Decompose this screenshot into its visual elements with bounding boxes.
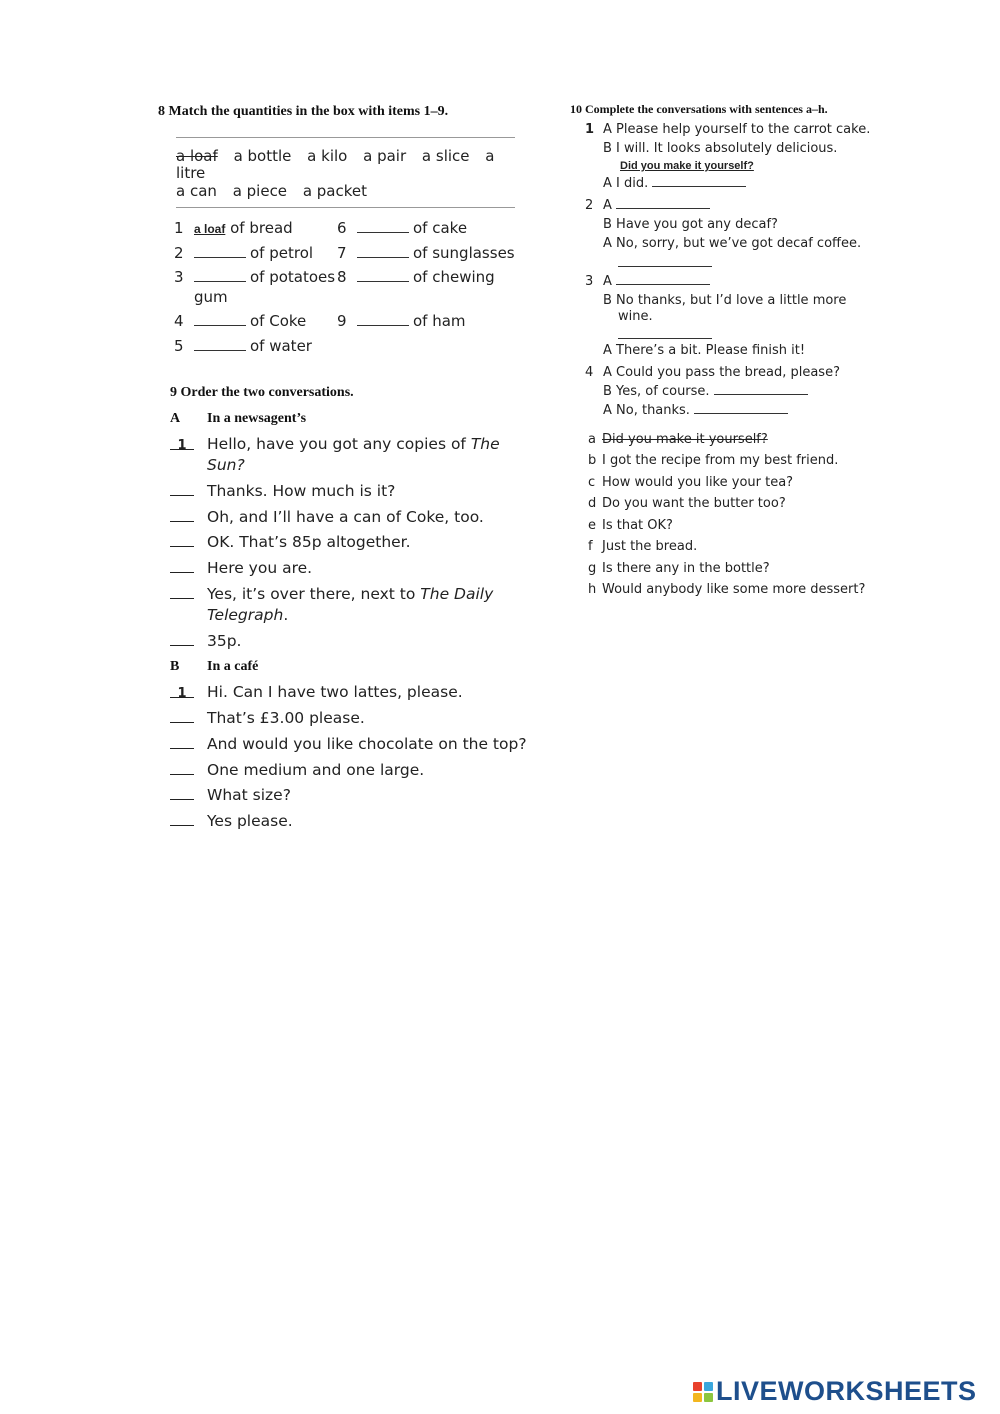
box-word: a loaf	[176, 147, 218, 165]
box-word: a pair	[363, 147, 407, 165]
conversation-number: 4	[585, 365, 594, 380]
option-h: h Would anybody like some more dessert?	[588, 582, 866, 597]
order-answer[interactable]: 1	[170, 683, 194, 698]
conversation-line: Thanks. How much is it?	[170, 481, 537, 502]
box-word: a kilo	[307, 147, 348, 165]
box-word: a bottle	[233, 147, 292, 165]
option-a: a Did you make it yourself?	[588, 432, 768, 447]
conversation-line: 1 Hello, have you got any copies of The Sun?	[170, 434, 537, 476]
box-bottom-rule	[176, 207, 515, 208]
answer-blank[interactable]	[357, 220, 409, 233]
answer-blank[interactable]	[694, 403, 788, 414]
conversation-line: One medium and one large.	[170, 760, 537, 781]
answer-blank[interactable]	[357, 269, 409, 282]
dialogue-line: B Have you got any decaf?	[603, 217, 778, 232]
match-item: 8 of chewing	[337, 268, 495, 286]
option-e: e Is that OK?	[588, 518, 673, 533]
order-answer[interactable]: 1	[170, 435, 194, 450]
box-word: a packet	[302, 182, 368, 200]
answer-blank[interactable]	[652, 176, 746, 187]
word-box-line-1	[176, 147, 506, 165]
exercise-9-title: 9 Order the two conversations.	[170, 385, 354, 400]
conversation-line: That’s £3.00 please.	[170, 708, 537, 729]
exercise-8-title: 8 Match the quantities in the box with items 1–9.	[158, 104, 449, 119]
conversation-number: 3	[585, 274, 594, 289]
answer-blank[interactable]	[616, 198, 710, 209]
conversation-line: Yes please.	[170, 811, 537, 832]
handwritten-answer[interactable]: Did you make it yourself?	[620, 160, 754, 172]
dialogue-line: A I did.	[603, 176, 746, 191]
word-box-line-3	[176, 182, 378, 200]
order-blank[interactable]	[170, 481, 194, 496]
dialogue-line: B No thanks, but I’d love a little more	[603, 293, 847, 308]
order-blank[interactable]	[170, 584, 194, 599]
match-item: 9 of ham	[337, 312, 466, 330]
order-blank[interactable]	[170, 708, 194, 723]
conversation-line: 1 Hi. Can I have two lattes, please.	[170, 682, 537, 703]
order-blank[interactable]	[170, 532, 194, 547]
order-blank[interactable]	[170, 734, 194, 749]
option-d: d Do you want the butter too?	[588, 496, 786, 511]
answer-blank[interactable]	[618, 328, 712, 339]
conversation-line: And would you like chocolate on the top?	[170, 734, 567, 755]
answer-blank[interactable]	[194, 313, 246, 326]
match-item: 6 of cake	[337, 219, 468, 237]
dialogue-line: A No, thanks.	[603, 403, 788, 418]
dialogue-line: A Please help yourself to the carrot cake.	[603, 122, 871, 137]
option-g: g Is there any in the bottle?	[588, 561, 770, 576]
answer-blank[interactable]	[194, 338, 246, 351]
handwritten-answer: a loaf	[194, 222, 226, 236]
word-box-line-2: litre	[176, 164, 206, 182]
answer-blank[interactable]	[194, 269, 246, 282]
dialogue-line: A	[603, 274, 710, 289]
conversation-line: Yes, it’s over there, next to The Daily Telegraph.	[170, 584, 537, 626]
order-blank[interactable]	[170, 760, 194, 775]
logo-icon	[693, 1382, 713, 1402]
answer-blank[interactable]	[194, 245, 246, 258]
order-blank[interactable]	[170, 811, 194, 826]
box-word: a	[485, 147, 495, 165]
dialogue-line: A Could you pass the bread, please?	[603, 365, 840, 380]
box-top-rule	[176, 137, 515, 138]
match-item: 4 of Coke	[174, 312, 307, 330]
match-item: 2 of petrol	[174, 244, 314, 262]
match-item: 3 of potatoes	[174, 268, 336, 286]
option-c: c How would you like your tea?	[588, 475, 794, 490]
answer-blank[interactable]	[618, 256, 712, 267]
box-word: a slice	[421, 147, 470, 165]
order-blank[interactable]	[170, 558, 194, 573]
order-blank[interactable]	[170, 631, 194, 646]
conversation-line: Here you are.	[170, 558, 537, 579]
section-a-heading: A In a newsagent’s	[170, 411, 307, 426]
conversation-number: 1	[585, 122, 595, 137]
conversation-line: OK. That’s 85p altogether.	[170, 532, 537, 553]
match-item: 5 of water	[174, 337, 312, 355]
answer-blank-row	[618, 256, 712, 271]
match-item: 7 of sunglasses	[337, 244, 515, 262]
dialogue-line-wrap: wine.	[618, 309, 653, 324]
dialogue-line: B Yes, of course.	[603, 384, 808, 399]
box-word: a can	[176, 182, 217, 200]
answer-blank[interactable]	[714, 384, 808, 395]
option-b: b I got the recipe from my best friend.	[588, 453, 839, 468]
conversation-line: Oh, and I’ll have a can of Coke, too.	[170, 507, 537, 528]
answer-blank[interactable]	[357, 313, 409, 326]
answer-blank[interactable]	[616, 274, 710, 285]
dialogue-line: A No, sorry, but we’ve got decaf coffee.	[603, 236, 862, 251]
conversation-line: 35p.	[170, 631, 537, 652]
conversation-line: What size?	[170, 785, 537, 806]
dialogue-line: B I will. It looks absolutely delicious.	[603, 141, 838, 156]
box-word: a piece	[232, 182, 288, 200]
dialogue-line: A There’s a bit. Please finish it!	[603, 343, 806, 358]
match-item: 1 a loaf of bread	[174, 219, 293, 237]
liveworksheets-logo[interactable]	[693, 1376, 977, 1407]
section-b-heading: B In a café	[170, 659, 259, 674]
match-item-wrap: gum	[194, 288, 228, 306]
option-f: f Just the bread.	[588, 539, 698, 554]
logo-text: LIVEWORKSHEETS	[716, 1376, 977, 1406]
answer-blank[interactable]	[357, 245, 409, 258]
dialogue-line: A	[603, 198, 710, 213]
conversation-number: 2	[585, 198, 594, 213]
exercise-10-title: 10 Complete the conversations with sentences a–h.	[570, 102, 828, 116]
order-blank[interactable]	[170, 507, 194, 522]
answer-blank-row	[618, 328, 712, 343]
order-blank[interactable]	[170, 785, 194, 800]
